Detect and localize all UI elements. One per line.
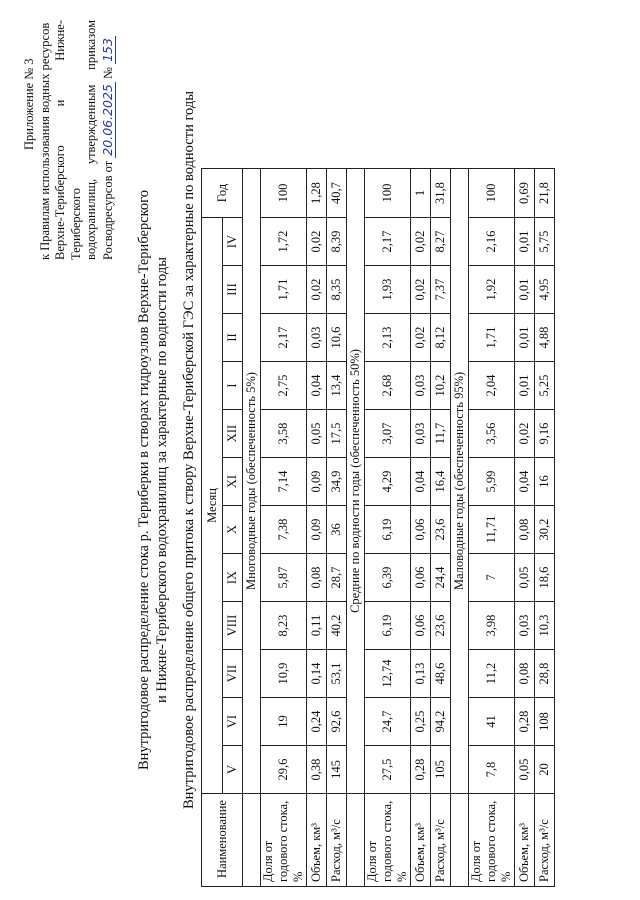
value-cell: 0,03 [411, 362, 431, 410]
row-name: Расход, м³/с [431, 794, 451, 887]
value-cell: 2,13 [365, 314, 411, 362]
value-cell: 3,98 [469, 602, 515, 650]
value-cell: 4,88 [535, 314, 555, 362]
value-cell: 0,02 [411, 314, 431, 362]
value-cell: 28,7 [327, 554, 347, 602]
runoff-distribution-table [201, 168, 555, 887]
row-name: Доля от годового стока, % [365, 794, 411, 887]
value-cell: 17,5 [327, 410, 347, 458]
value-cell: 0,01 [515, 218, 535, 266]
value-cell: 8,27 [431, 218, 451, 266]
value-cell: 24,4 [431, 554, 451, 602]
value-cell: 0,08 [307, 554, 327, 602]
value-cell: 0,06 [411, 554, 431, 602]
appendix-number: Приложение № 3 [22, 58, 36, 150]
section-row [243, 169, 261, 887]
value-cell: 20 [535, 746, 555, 794]
appendix-word-approved: утвержденным [84, 84, 98, 165]
year-cell: 40,7 [327, 169, 347, 218]
table-caption: Внутригодовое распределение общего притока к створу Верхне-Териберской ГЭС за характерные по водности годы [181, 91, 197, 809]
value-cell: 8,35 [327, 266, 347, 314]
row-name: Объем, км³ [411, 794, 431, 887]
title-line-1: Внутригодовое распределение стока р. Териберки в створах гидроузлов Верхне-Териберского [136, 189, 152, 771]
section-spacer [347, 794, 365, 887]
appendix-word-reservoirs: водохранилищ, [84, 178, 98, 260]
value-cell: 0,03 [307, 314, 327, 362]
value-cell: 0,05 [515, 554, 535, 602]
value-cell: 2,17 [261, 314, 307, 362]
value-cell: 48,6 [431, 650, 451, 698]
value-cell: 0,24 [307, 698, 327, 746]
value-cell: 6,39 [365, 554, 411, 602]
value-cell: 0,06 [411, 506, 431, 554]
value-cell: 0,02 [307, 266, 327, 314]
year-cell: 100 [365, 169, 411, 218]
value-cell: 0,01 [515, 266, 535, 314]
value-cell: 0,02 [411, 266, 431, 314]
value-cell: 0,06 [411, 602, 431, 650]
value-cell: 0,28 [515, 698, 535, 746]
value-cell: 11,71 [469, 506, 515, 554]
value-cell: 0,01 [515, 362, 535, 410]
header-name: Наименование [202, 794, 243, 887]
appendix-number-sign: № [100, 67, 115, 79]
value-cell: 16 [535, 458, 555, 506]
value-cell: 8,39 [327, 218, 347, 266]
value-cell: 2,04 [469, 362, 515, 410]
value-cell: 11,2 [469, 650, 515, 698]
month-header: I [223, 362, 243, 410]
value-cell: 40,2 [327, 602, 347, 650]
value-cell: 1,71 [469, 314, 515, 362]
value-cell: 10,2 [431, 362, 451, 410]
table-row [535, 169, 555, 887]
value-cell: 30,2 [535, 506, 555, 554]
table-row [431, 169, 451, 887]
value-cell: 8,23 [261, 602, 307, 650]
table-row [411, 169, 431, 887]
value-cell: 2,75 [261, 362, 307, 410]
month-header: III [223, 266, 243, 314]
value-cell: 0,28 [411, 746, 431, 794]
value-cell: 9,16 [535, 410, 555, 458]
month-header: IV [223, 218, 243, 266]
value-cell: 0,09 [307, 506, 327, 554]
value-cell: 2,68 [365, 362, 411, 410]
value-cell: 0,05 [307, 410, 327, 458]
table-body [243, 169, 555, 887]
value-cell: 4,95 [535, 266, 555, 314]
year-cell: 100 [469, 169, 515, 218]
value-cell: 28,8 [535, 650, 555, 698]
value-cell: 108 [535, 698, 555, 746]
value-cell: 0,14 [307, 650, 327, 698]
value-cell: 5,75 [535, 218, 555, 266]
year-cell: 31,8 [431, 169, 451, 218]
section-title: Многоводные годы (обеспеченность 5%) [243, 169, 261, 794]
month-header: VI [223, 698, 243, 746]
value-cell: 0,02 [307, 218, 327, 266]
appendix-line-reservoirs: Верхне-Териберского и Нижне-Териберского [53, 20, 83, 260]
table-row [515, 169, 535, 887]
value-cell: 27,5 [365, 746, 411, 794]
table-row [327, 169, 347, 887]
value-cell: 145 [327, 746, 347, 794]
value-cell: 105 [431, 746, 451, 794]
value-cell: 18,6 [535, 554, 555, 602]
row-name: Расход, м³/с [327, 794, 347, 887]
month-header: VIII [223, 602, 243, 650]
section-title: Маловодные годы (обеспеченность 95%) [451, 169, 469, 794]
month-header: V [223, 746, 243, 794]
value-cell: 0,04 [515, 458, 535, 506]
value-cell: 0,01 [515, 314, 535, 362]
value-cell: 0,02 [515, 410, 535, 458]
value-cell: 10,3 [535, 602, 555, 650]
value-cell: 7,37 [431, 266, 451, 314]
value-cell: 23,6 [431, 602, 451, 650]
value-cell: 36 [327, 506, 347, 554]
month-header: X [223, 506, 243, 554]
handwritten-date: 20.06.2025 [99, 84, 115, 156]
value-cell: 0,05 [515, 746, 535, 794]
month-header-row [223, 169, 243, 887]
value-cell: 6,19 [365, 602, 411, 650]
value-cell: 12,74 [365, 650, 411, 698]
appendix-line-rules: к Правилам использования водных ресурсов [37, 22, 52, 260]
year-cell: 100 [261, 169, 307, 218]
value-cell: 7,14 [261, 458, 307, 506]
value-cell: 7,8 [469, 746, 515, 794]
value-cell: 11,7 [431, 410, 451, 458]
year-cell: 21,8 [535, 169, 555, 218]
value-cell: 5,87 [261, 554, 307, 602]
value-cell: 0,03 [515, 602, 535, 650]
value-cell: 8,12 [431, 314, 451, 362]
header-month: Месяц [202, 218, 223, 794]
value-cell: 24,7 [365, 698, 411, 746]
section-spacer [451, 794, 469, 887]
value-cell: 0,09 [307, 458, 327, 506]
value-cell: 0,25 [411, 698, 431, 746]
value-cell: 0,04 [307, 362, 327, 410]
value-cell: 92,6 [327, 698, 347, 746]
section-row [347, 169, 365, 887]
value-cell: 34,9 [327, 458, 347, 506]
value-cell: 0,04 [411, 458, 431, 506]
value-cell: 2,16 [469, 218, 515, 266]
value-cell: 0,11 [307, 602, 327, 650]
month-header: II [223, 314, 243, 362]
document-title [135, 120, 171, 840]
value-cell: 1,72 [261, 218, 307, 266]
month-header: XI [223, 458, 243, 506]
row-name: Объем, км³ [515, 794, 535, 887]
row-name: Доля от годового стока, % [469, 794, 515, 887]
value-cell: 13,4 [327, 362, 347, 410]
value-cell: 94,2 [431, 698, 451, 746]
value-cell: 10,9 [261, 650, 307, 698]
year-cell: 1 [411, 169, 431, 218]
table-row [261, 169, 307, 887]
value-cell: 2,17 [365, 218, 411, 266]
value-cell: 5,25 [535, 362, 555, 410]
table-row [469, 169, 515, 887]
year-cell: 0,69 [515, 169, 535, 218]
appendix-word-order: приказом [84, 20, 98, 70]
section-row [451, 169, 469, 887]
value-cell: 3,58 [261, 410, 307, 458]
appendix-agency: Росводресурсов от [100, 160, 115, 260]
value-cell: 53,1 [327, 650, 347, 698]
value-cell: 6,19 [365, 506, 411, 554]
value-cell: 1,93 [365, 266, 411, 314]
section-title: Средние по водности годы (обеспеченность 50%) [347, 169, 365, 794]
value-cell: 10,6 [327, 314, 347, 362]
year-cell: 1,28 [307, 169, 327, 218]
value-cell: 7 [469, 554, 515, 602]
table-row [365, 169, 411, 887]
value-cell: 19 [261, 698, 307, 746]
value-cell: 1,92 [469, 266, 515, 314]
row-name: Расход, м³/с [535, 794, 555, 887]
row-name: Объем, км³ [307, 794, 327, 887]
appendix-header [22, 20, 116, 260]
value-cell: 0,38 [307, 746, 327, 794]
value-cell: 1,71 [261, 266, 307, 314]
month-header: XII [223, 410, 243, 458]
header-year: Год [202, 169, 243, 218]
appendix-line-date [100, 20, 117, 260]
value-cell: 3,07 [365, 410, 411, 458]
appendix-line-approved [84, 20, 100, 260]
value-cell: 3,56 [469, 410, 515, 458]
month-header: VII [223, 650, 243, 698]
value-cell: 4,29 [365, 458, 411, 506]
section-spacer [243, 794, 261, 887]
value-cell: 16,4 [431, 458, 451, 506]
value-cell: 41 [469, 698, 515, 746]
table-row [307, 169, 327, 887]
row-name: Доля от годового стока, % [261, 794, 307, 887]
value-cell: 0,13 [411, 650, 431, 698]
title-line-2: и Нижне-Териберского водохранилищ за характерные по водности годы [154, 257, 170, 703]
value-cell: 7,38 [261, 506, 307, 554]
value-cell: 0,08 [515, 506, 535, 554]
handwritten-order-number: 153 [99, 38, 115, 62]
value-cell: 0,08 [515, 650, 535, 698]
value-cell: 5,99 [469, 458, 515, 506]
value-cell: 23,6 [431, 506, 451, 554]
value-cell: 0,03 [411, 410, 431, 458]
value-cell: 0,02 [411, 218, 431, 266]
month-header: IX [223, 554, 243, 602]
value-cell: 29,6 [261, 746, 307, 794]
